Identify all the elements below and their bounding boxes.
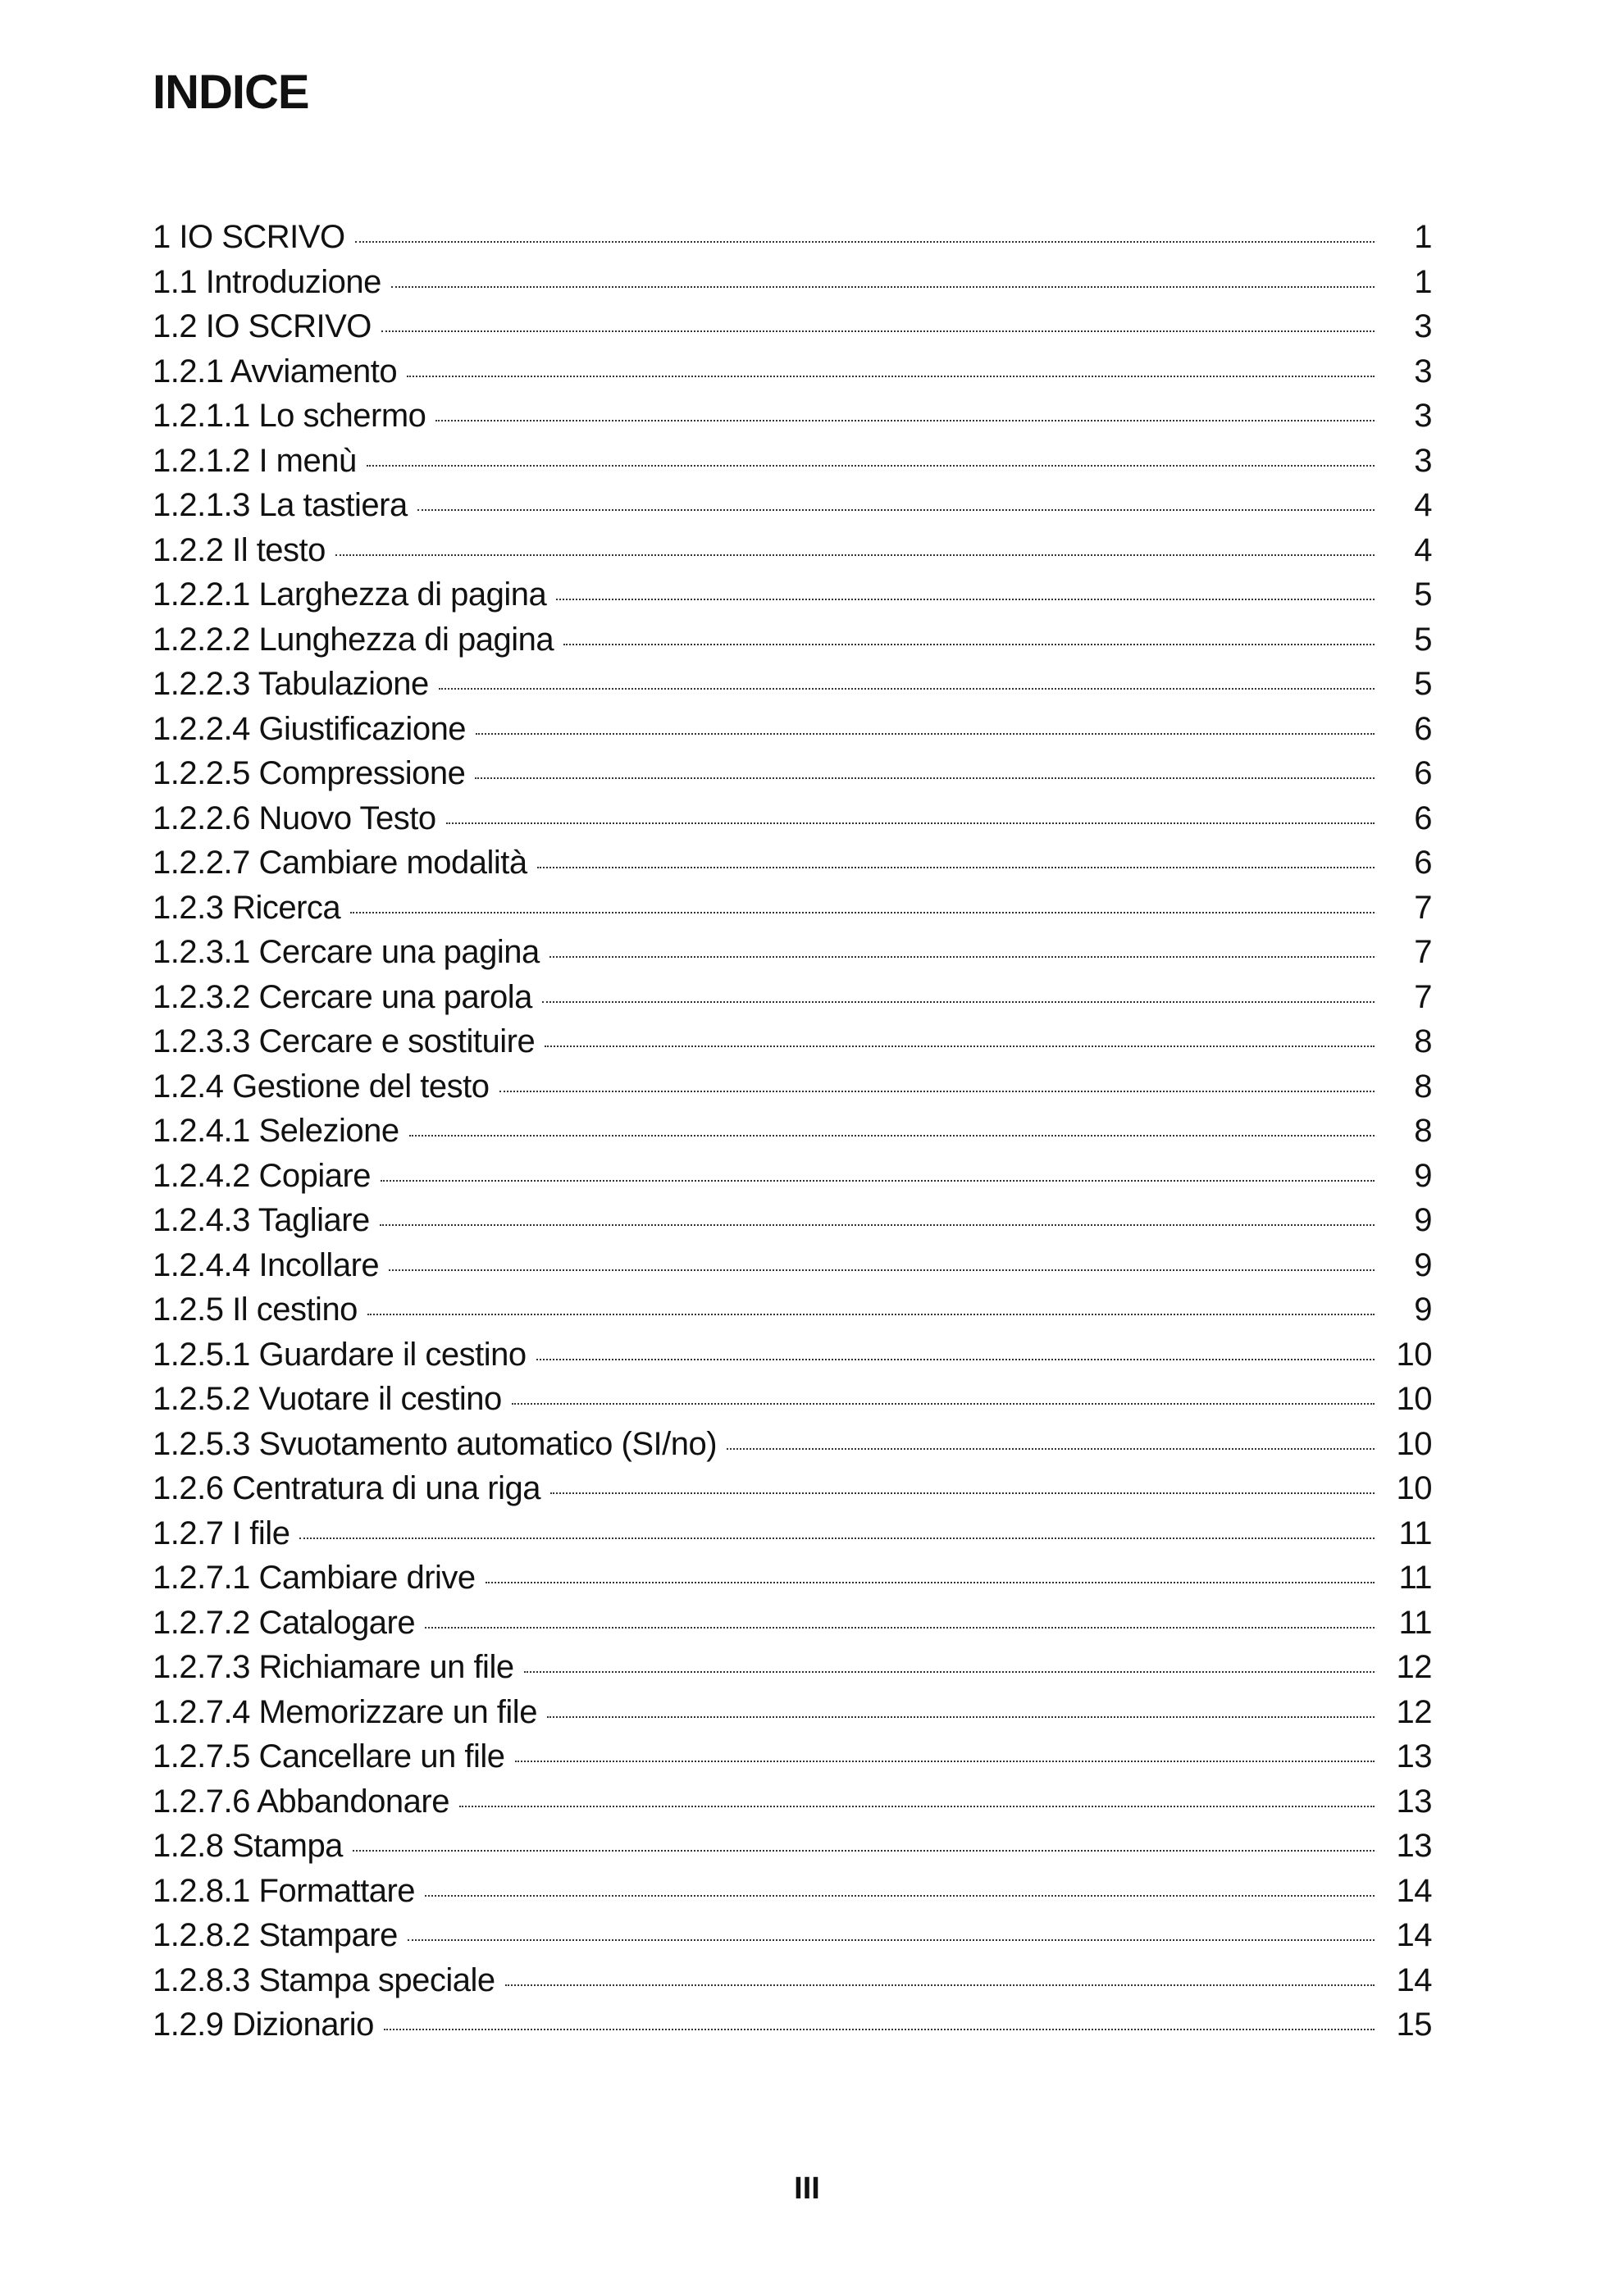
dot-leader [537,867,1375,868]
toc-entry-page-number: 14 [1396,1961,1432,1998]
dot-leader [547,1716,1375,1718]
toc-entry [153,840,1432,886]
toc-entry [153,1824,1432,1869]
toc-entry [153,1198,1432,1243]
toc-entry-page-number: 9 [1414,1202,1432,1238]
page-number: III [794,2171,820,2206]
toc-entry [153,1064,1432,1109]
dot-leader [335,554,1375,556]
dot-leader [486,1582,1375,1583]
toc-entry [153,751,1432,796]
toc-entry-page-number: 14 [1396,1917,1432,1953]
toc-entry-label: 1.2.8.1 Formattare [153,1872,416,1909]
toc-entry-label: 1.2.8.2 Stampare [153,1917,398,1953]
toc-entry-page-number: 10 [1396,1381,1432,1417]
dot-leader [425,1895,1375,1897]
toc-entry-page-number: 8 [1414,1113,1432,1149]
toc-entry-label: 1.2.1.3 La tastiera [153,487,408,523]
toc-entry-page-number: 6 [1414,800,1432,836]
toc-entry-label: 1.2.4 Gestione del testo [153,1068,490,1105]
toc-entry-label: 1.2.5.3 Svuotamento automatico (SI/no) [153,1425,718,1462]
toc-entry [153,1511,1432,1556]
toc-entry-label: 1.2.1.2 I menù [153,442,357,479]
dot-leader [409,1135,1375,1137]
toc-entry [153,528,1432,573]
toc-entry-label: 1.2.7.5 Cancellare un file [153,1738,505,1774]
toc-entry-page-number: 3 [1414,353,1432,390]
toc-entry-page-number: 13 [1396,1738,1432,1774]
toc-entry-label: 1.2.1.1 Lo schermo [153,398,426,434]
dot-leader [556,599,1375,600]
dot-leader [549,956,1375,958]
toc-entry-page-number: 10 [1396,1336,1432,1373]
dot-leader [459,1806,1375,1807]
toc-entry-page-number: 10 [1396,1425,1432,1462]
toc-entry [153,1019,1432,1064]
toc-entry [153,975,1432,1020]
toc-entry [153,1913,1432,1958]
toc-entry [153,572,1432,617]
toc-entry [153,796,1432,841]
toc-entry-page-number: 8 [1414,1023,1432,1059]
toc-entry [153,349,1432,394]
toc-entry [153,1779,1432,1824]
dot-leader [353,1850,1375,1852]
dot-leader [407,376,1375,377]
dot-leader [435,420,1375,421]
toc-entry-page-number: 9 [1414,1246,1432,1283]
toc-entry-page-number: 5 [1414,576,1432,613]
toc-entry-label: 1.2.5 Il cestino [153,1292,358,1328]
toc-entry-label: 1.2.9 Dizionario [153,2007,374,2043]
toc-entry [153,1958,1432,2003]
toc-entry-label: 1.2.7.3 Richiamare un file [153,1649,514,1685]
toc-entry-label: 1.2.4.4 Incollare [153,1246,380,1283]
toc-entry-page-number: 14 [1396,1872,1432,1909]
toc-entry-page-number: 11 [1398,1560,1432,1596]
toc-entry-label: 1.2.2.4 Giustificazione [153,710,467,747]
toc-entry [153,1734,1432,1779]
toc-entry [153,1869,1432,1914]
toc-entry-page-number: 3 [1414,308,1432,344]
dot-leader [380,1224,1375,1226]
toc-entry-page-number: 11 [1398,1515,1432,1551]
dot-leader [389,1269,1375,1271]
toc-entry [153,1377,1432,1422]
toc-entry-page-number: 13 [1396,1783,1432,1820]
toc-entry [153,1601,1432,1646]
toc-entry-label: 1.2.2.7 Cambiare modalità [153,845,527,881]
toc-entry-page-number: 13 [1396,1828,1432,1864]
toc-entry-label: 1.2.8 Stampa [153,1828,343,1864]
dot-leader [381,1180,1375,1182]
page-title: INDICE [153,66,309,119]
toc-entry [153,1466,1432,1511]
dot-leader [425,1627,1375,1629]
dot-leader [355,241,1375,243]
toc-entry [153,662,1432,707]
toc-entry-page-number: 1 [1414,219,1432,255]
toc-entry-label: 1.2.7.6 Abbandonare [153,1783,449,1820]
table-of-contents [153,215,1432,2048]
toc-entry-label: 1.1 Introduzione [153,263,381,300]
toc-entry-label: 1.2.4.1 Selezione [153,1113,399,1149]
toc-entry-page-number: 10 [1396,1470,1432,1506]
dot-leader [475,777,1375,779]
toc-entry-page-number: 6 [1414,845,1432,881]
toc-entry-label: 1.2.2.6 Nuovo Testo [153,800,436,836]
toc-entry [153,1422,1432,1467]
toc-entry-page-number: 5 [1414,666,1432,702]
toc-entry [153,1287,1432,1332]
toc-entry-page-number: 11 [1398,1604,1432,1641]
dot-leader [727,1448,1375,1450]
dot-leader [384,2029,1375,2030]
toc-entry-page-number: 1 [1414,263,1432,300]
toc-entry [153,617,1432,663]
toc-entry [153,260,1432,305]
dot-leader [524,1671,1375,1673]
dot-leader [545,1046,1375,1047]
toc-entry-label: 1.2.3.1 Cercare una pagina [153,934,540,970]
toc-entry-label: 1.2.1 Avviamento [153,353,398,390]
dot-leader [350,912,1375,913]
dot-leader [499,1091,1375,1092]
dot-leader [408,1939,1375,1941]
dot-leader [367,465,1375,467]
toc-entry-label: 1.2.2.2 Lunghezza di pagina [153,621,554,658]
toc-entry [153,215,1432,260]
dot-leader [515,1761,1375,1762]
toc-entry-page-number: 7 [1414,889,1432,926]
toc-entry-page-number: 7 [1414,934,1432,970]
toc-entry [153,1332,1432,1378]
toc-entry [153,2002,1432,2048]
toc-entry [153,930,1432,975]
toc-entry-page-number: 3 [1414,442,1432,479]
toc-entry-label: 1.2.7.1 Cambiare drive [153,1560,476,1596]
toc-entry-page-number: 6 [1414,710,1432,747]
toc-entry [153,304,1432,349]
dot-leader [439,688,1375,690]
dot-leader [542,1001,1375,1003]
toc-entry-label: 1.2.2.3 Tabulazione [153,666,429,702]
dot-leader [536,1359,1375,1360]
dot-leader [505,1984,1375,1986]
toc-entry-page-number: 9 [1414,1292,1432,1328]
toc-entry [153,1556,1432,1601]
toc-entry-label: 1.2.3.2 Cercare una parola [153,978,532,1015]
toc-entry-label: 1.2.5.2 Vuotare il cestino [153,1381,502,1417]
toc-entry-label: 1 IO SCRIVO [153,219,345,255]
toc-entry [153,1109,1432,1154]
toc-entry-page-number: 15 [1396,2007,1432,2043]
toc-entry-page-number: 6 [1414,755,1432,791]
toc-entry [153,483,1432,528]
toc-entry-label: 1.2.2 Il testo [153,531,326,568]
toc-entry-label: 1.2.3 Ricerca [153,889,341,926]
toc-entry-label: 1.2.6 Centratura di una riga [153,1470,540,1506]
toc-entry-page-number: 3 [1414,398,1432,434]
toc-entry-label: 1.2.3.3 Cercare e sostituire [153,1023,536,1059]
dot-leader [417,509,1375,511]
dot-leader [367,1314,1375,1315]
toc-entry [153,394,1432,439]
toc-entry [153,1154,1432,1199]
toc-entry-page-number: 4 [1414,531,1432,568]
dot-leader [512,1403,1375,1405]
toc-entry-label: 1.2 IO SCRIVO [153,308,372,344]
toc-entry-label: 1.2.7 I file [153,1515,290,1551]
toc-entry-label: 1.2.4.2 Copiare [153,1157,372,1194]
dot-leader [550,1492,1375,1494]
toc-entry [153,707,1432,752]
toc-entry [153,1243,1432,1288]
toc-entry-page-number: 12 [1396,1649,1432,1685]
toc-entry-label: 1.2.7.4 Memorizzare un file [153,1693,537,1730]
toc-entry-label: 1.2.2.5 Compressione [153,755,466,791]
toc-entry-label: 1.2.5.1 Guardare il cestino [153,1336,527,1373]
dot-leader [299,1538,1375,1539]
dot-leader [381,330,1375,332]
dot-leader [391,286,1375,288]
toc-entry-page-number: 12 [1396,1693,1432,1730]
toc-entry [153,1690,1432,1735]
toc-entry [153,886,1432,931]
dot-leader [476,733,1375,735]
toc-entry-label: 1.2.2.1 Larghezza di pagina [153,576,547,613]
dot-leader [446,822,1375,824]
toc-entry-label: 1.2.4.3 Tagliare [153,1202,370,1238]
toc-entry-page-number: 8 [1414,1068,1432,1105]
toc-entry-page-number: 7 [1414,978,1432,1015]
toc-entry-label: 1.2.7.2 Catalogare [153,1604,416,1641]
toc-entry-page-number: 5 [1414,621,1432,658]
dot-leader [563,644,1375,645]
toc-entry [153,439,1432,484]
toc-entry-label: 1.2.8.3 Stampa speciale [153,1961,495,1998]
toc-entry [153,1645,1432,1690]
toc-entry-page-number: 9 [1414,1157,1432,1194]
toc-entry-page-number: 4 [1414,487,1432,523]
